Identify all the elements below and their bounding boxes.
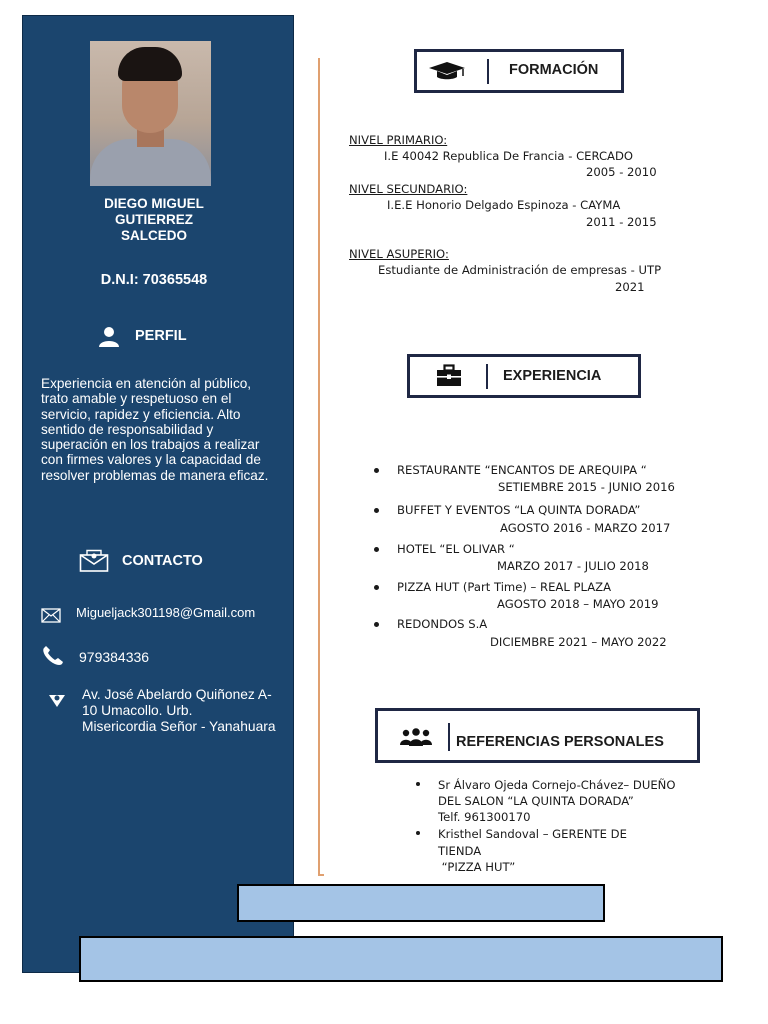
experiencia-bullet-1 [374,468,379,473]
experiencia-place-3: HOTEL “EL OLIVAR “ [397,542,515,556]
formacion-title: FORMACIÓN [509,62,599,78]
referencia-1-line-1: Sr Álvaro Ojeda Cornejo-Chávez– DUEÑO [438,778,676,792]
experiencia-bullet-3 [374,547,379,552]
referencias-title: REFERENCIAS PERSONALES [456,734,664,750]
experiencia-bullet-5 [374,622,379,627]
experiencia-place-4: PIZZA HUT (Part Time) – REAL PLAZA [397,580,612,594]
formacion-school-2: I.E.E Honorio Delgado Espinoza - CAYMA [387,198,621,212]
accent-line-foot [318,874,324,876]
graduation-cap-icon [427,61,467,86]
dni-number: D.N.I: 70365548 [100,272,208,288]
experiencia-bullet-4 [374,585,379,590]
perfil-text: Experiencia en atención al público, trato amable y respetuoso en el servicio, rapidez y eficiencia. Alto sentido de responsabilidad y superación en los trabajos a realizar con firmes valores y la capacidad de resolver problemas de manera eficaz. [41,376,269,483]
experiencia-header [407,354,641,398]
formacion-header [414,49,624,93]
referencia-1-line-3: Telf. 961300170 [438,810,531,824]
full-name: DIEGO MIGUEL GUTIERREZ SALCEDO [104,196,204,243]
experiencia-period-3: MARZO 2017 - JULIO 2018 [497,559,649,573]
experiencia-title: EXPERIENCIA [503,368,602,384]
referencias-bullet-2 [416,831,420,835]
experiencia-period-1: SETIEMBRE 2015 - JUNIO 2016 [498,480,675,494]
location-pin-icon [48,691,66,714]
perfil-title: PERFIL [135,328,187,344]
footer-bar-upper [237,884,605,922]
phone-icon [41,646,65,671]
referencia-2-line-1: Kristhel Sandoval – GERENTE DE [438,827,627,841]
formacion-years-1: 2005 - 2010 [586,165,657,179]
people-group-icon [400,727,432,752]
experiencia-period-4: AGOSTO 2018 – MAYO 2019 [497,597,659,611]
phone-text: 979384336 [79,649,150,665]
formacion-level-3: NIVEL ASUPERIO: [349,247,449,261]
footer-bar-lower [79,936,723,982]
experiencia-period-2: AGOSTO 2016 - MARZO 2017 [500,521,671,535]
experiencia-place-5: REDONDOS S.A [397,617,488,631]
contacto-title: CONTACTO [122,553,203,569]
profile-photo [90,41,211,186]
experiencia-place-2: BUFFET Y EVENTOS “LA QUINTA DORADA” [397,503,641,517]
formacion-level-1: NIVEL PRIMARIO: [349,133,448,147]
address-text: Av. José Abelardo Quiñonez A- 10 Umacollo. Urb. Misericordia Señor - Yanahuara [82,687,276,734]
referencia-2-line-2: TIENDA [438,844,482,858]
formacion-years-3: 2021 [615,280,645,294]
experiencia-bullet-2 [374,508,379,513]
envelope-icon [41,608,61,628]
formacion-level-2: NIVEL SECUNDARIO: [349,182,468,196]
experiencia-period-5: DICIEMBRE 2021 – MAYO 2022 [490,635,667,649]
experiencia-place-1: RESTAURANTE “ENCANTOS DE AREQUIPA “ [397,463,647,477]
email-text[interactable]: Migueljack301198@Gmail.com [76,605,256,620]
referencia-2-line-3: “PIZZA HUT” [438,860,516,874]
formacion-years-2: 2011 - 2015 [586,215,657,229]
referencia-1-line-2: DEL SALON “LA QUINTA DORADA” [438,794,634,808]
formacion-school-1: I.E 40042 Republica De Francia - CERCADO [384,149,634,163]
formacion-school-3: Estudiante de Administración de empresas - UTP [378,263,662,277]
briefcase-icon [436,364,462,393]
referencias-header [375,708,700,763]
contact-card-icon [79,549,109,578]
referencias-bullet-1 [416,782,420,786]
accent-line [318,58,320,876]
person-icon [98,326,120,353]
